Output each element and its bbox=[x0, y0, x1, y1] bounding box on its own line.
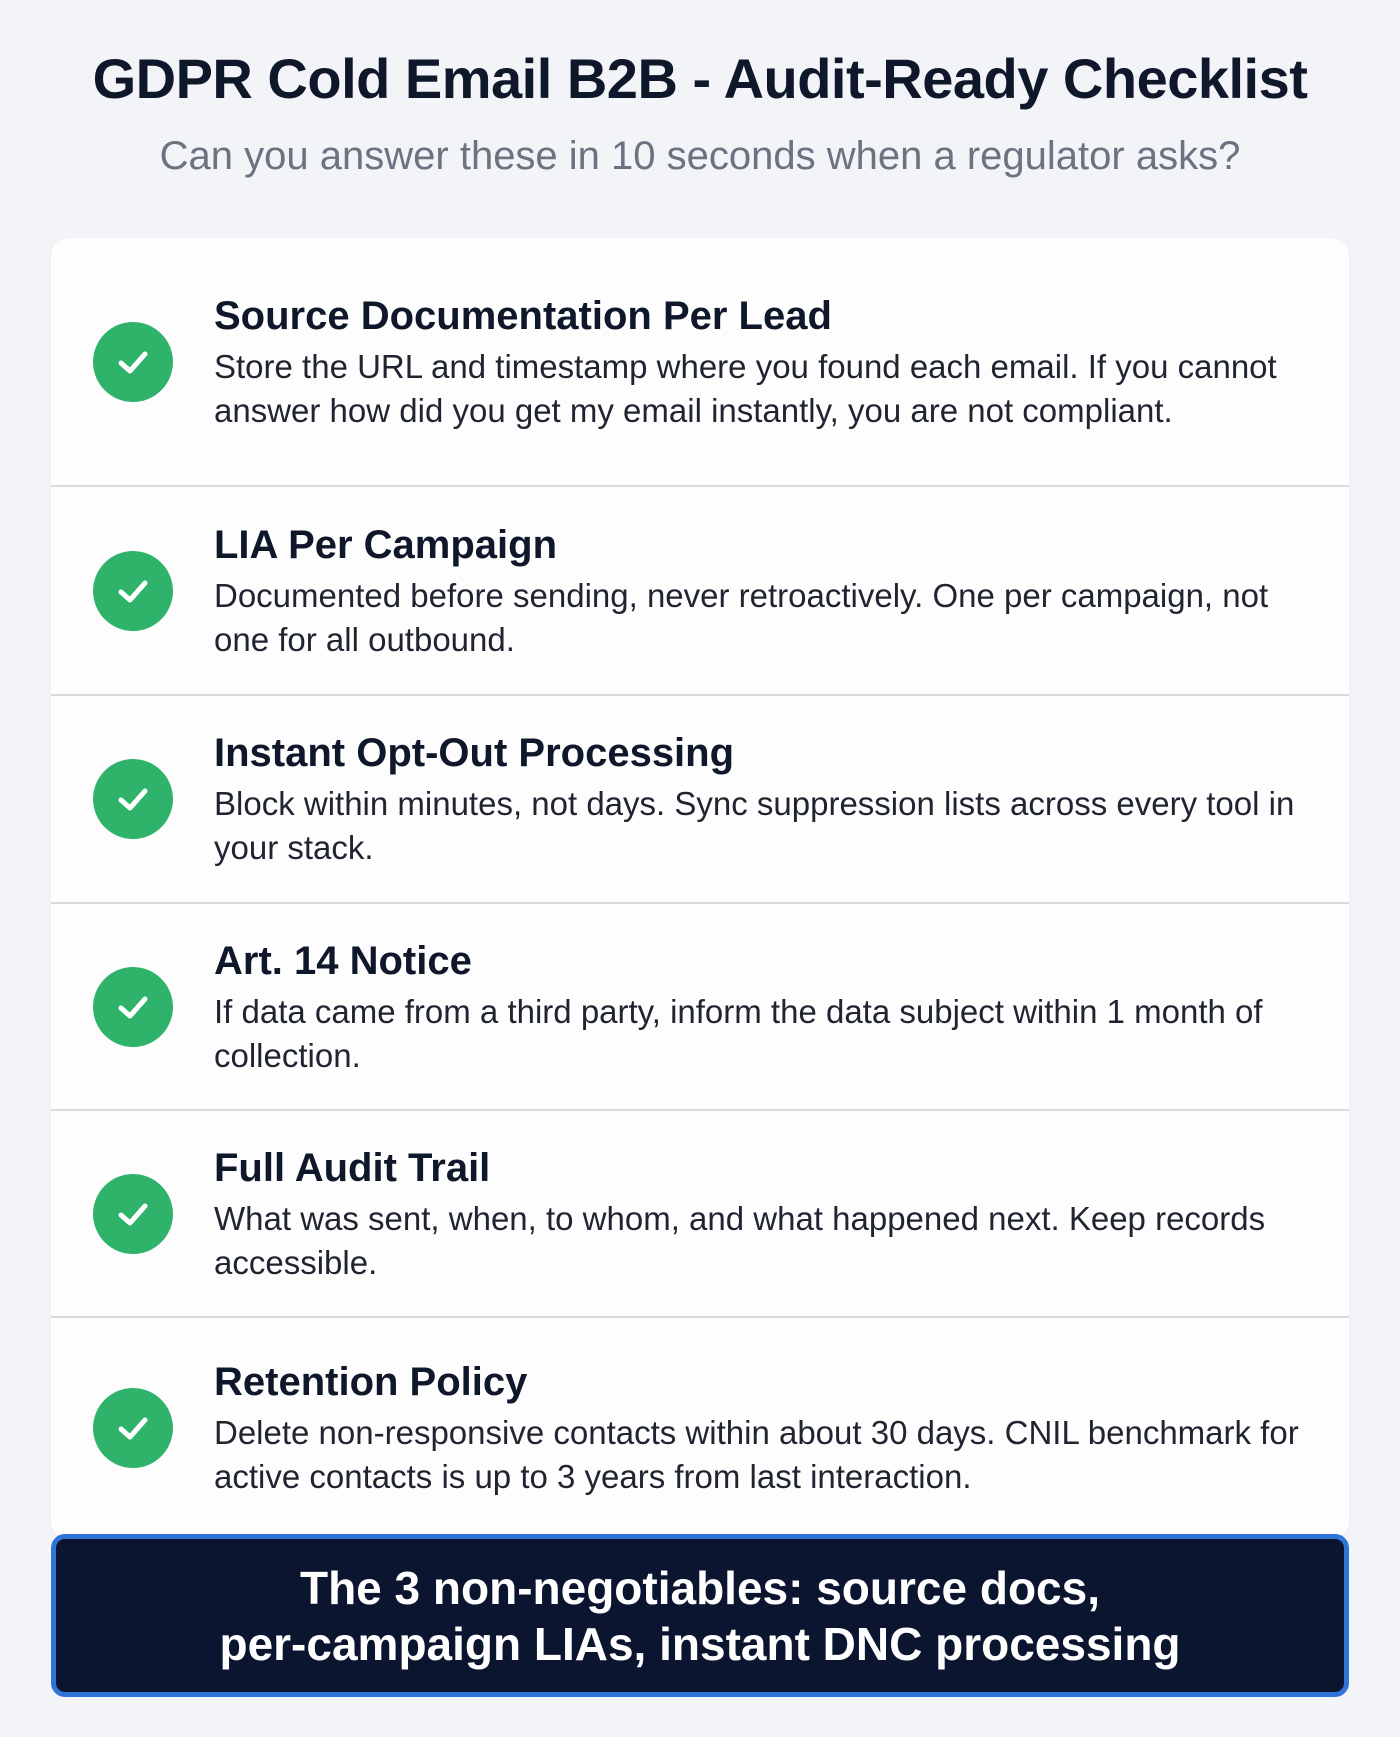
summary-banner bbox=[51, 1534, 1349, 1697]
checklist-item-title: Art. 14 Notice bbox=[214, 938, 472, 983]
checklist-item-title: Instant Opt-Out Processing bbox=[214, 731, 735, 775]
checklist-item-title: Full Audit Trail bbox=[214, 1145, 491, 1190]
banner-line-2: per-campaign LIAs, instant DNC processing bbox=[219, 1617, 1181, 1670]
check-circle-icon bbox=[93, 551, 173, 631]
checklist-item-title: Retention Policy bbox=[214, 1360, 528, 1404]
checklist-item bbox=[51, 487, 1349, 696]
checklist-item-description: What was sent, when, to whom, and what happened next. Keep records accessible. bbox=[214, 1199, 1266, 1281]
checklist-item bbox=[51, 696, 1349, 904]
checklist-item-description: Delete non-responsive contacts within about 30 days. CNIL benchmark for active contacts is up to 3 years from last interaction. bbox=[214, 1414, 1299, 1495]
banner-line-1: The 3 non-negotiables: source docs, bbox=[299, 1561, 1100, 1614]
checklist-item-description: If data came from a third party, inform the data subject within 1 month of collection. bbox=[214, 992, 1263, 1074]
check-circle-icon bbox=[93, 967, 173, 1047]
check-circle-icon bbox=[93, 1174, 173, 1254]
checklist-item-title: LIA Per Campaign bbox=[214, 522, 558, 567]
page-title: GDPR Cold Email B2B - Audit-Ready Checklist bbox=[92, 47, 1308, 110]
checklist-item bbox=[51, 238, 1349, 487]
checklist-item-description: Block within minutes, not days. Sync suppression lists across every tool in your stack. bbox=[214, 785, 1295, 866]
checklist-card bbox=[51, 238, 1349, 1538]
check-circle-icon bbox=[93, 759, 173, 839]
checklist-item bbox=[51, 1318, 1349, 1538]
checklist-item-description: Store the URL and timestamp where you found each email. If you cannot answer how did you get my email instantly, you are not compliant. bbox=[214, 347, 1277, 429]
checklist-item-title: Source Documentation Per Lead bbox=[214, 293, 832, 338]
checklist-item bbox=[51, 904, 1349, 1111]
checklist-item bbox=[51, 1111, 1349, 1318]
check-circle-icon bbox=[93, 322, 173, 402]
check-circle-icon bbox=[93, 1388, 173, 1468]
page-subtitle: Can you answer these in 10 seconds when a regulator asks? bbox=[159, 134, 1241, 178]
checklist-item-description: Documented before sending, never retroactively. One per campaign, not one for all outbound. bbox=[214, 576, 1269, 658]
